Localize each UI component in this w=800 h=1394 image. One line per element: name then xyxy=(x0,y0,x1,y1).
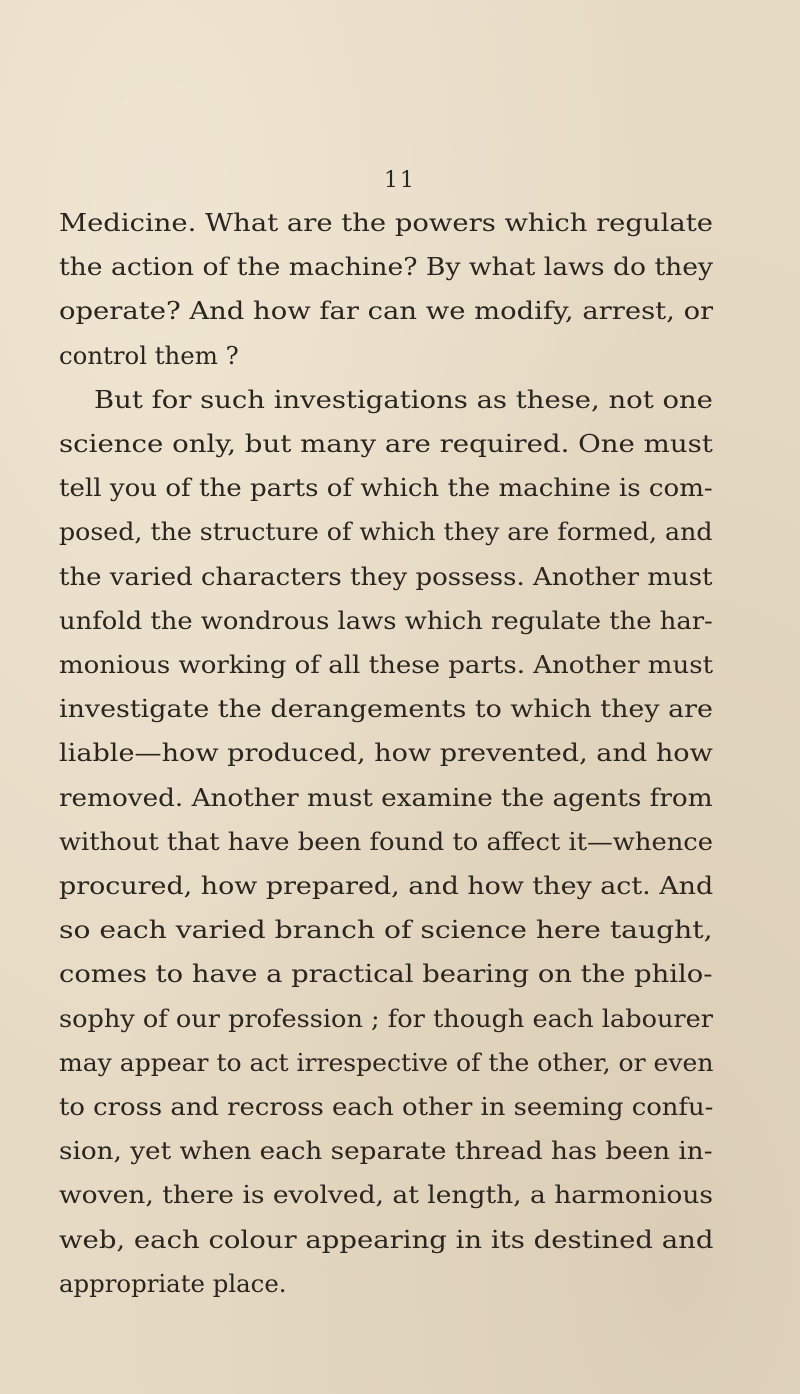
text-line: may appear to act irrespective of the other, or even xyxy=(59,1047,714,1077)
text-line: so each varied branch of science here taught, xyxy=(59,915,713,945)
text-line: sion, yet when each separate thread has been in- xyxy=(59,1136,713,1166)
text-line: to cross and recross each other in seeming confu- xyxy=(59,1092,714,1121)
text-line: removed. Another must examine the agents from xyxy=(59,782,713,812)
text-line: But for such investigations as these, not one xyxy=(94,384,713,414)
text-line: posed, the structure of which they are formed, and xyxy=(59,517,713,547)
text-line: monious working of all these parts. Another must xyxy=(59,650,714,679)
text-line: woven, there is evolved, at length, a harmonious xyxy=(59,1180,713,1210)
text-line: operate? And how far can we modify, arrest, or xyxy=(59,296,714,326)
text-line: sophy of our profession ; for though each labourer xyxy=(59,1003,713,1033)
text-line: control them ? xyxy=(59,340,239,370)
text-line: liable—how produced, how prevented, and how xyxy=(59,738,713,768)
text-line: appropriate place. xyxy=(59,1268,287,1298)
text-line: Medicine. What are the powers which regulate xyxy=(59,208,713,237)
text-line: unfold the wondrous laws which regulate the har- xyxy=(59,605,713,635)
text-line: investigate the derangements to which they are xyxy=(59,694,713,724)
text-line: tell you of the parts of which the machine is com- xyxy=(59,473,713,503)
text-line: procured, how prepared, and how they act. And xyxy=(59,871,714,900)
text-line: the action of the machine? By what laws do they xyxy=(59,252,714,282)
page-number: 11 xyxy=(384,168,416,193)
text-line: science only, but many are required. One must xyxy=(59,429,713,458)
text-line: without that have been found to affect it—whence xyxy=(59,826,713,856)
text-line: the varied characters they possess. Another must xyxy=(59,561,713,591)
text-line: web, each colour appearing in its destined and xyxy=(59,1224,714,1254)
text-line: comes to have a practical bearing on the philo- xyxy=(59,959,713,989)
